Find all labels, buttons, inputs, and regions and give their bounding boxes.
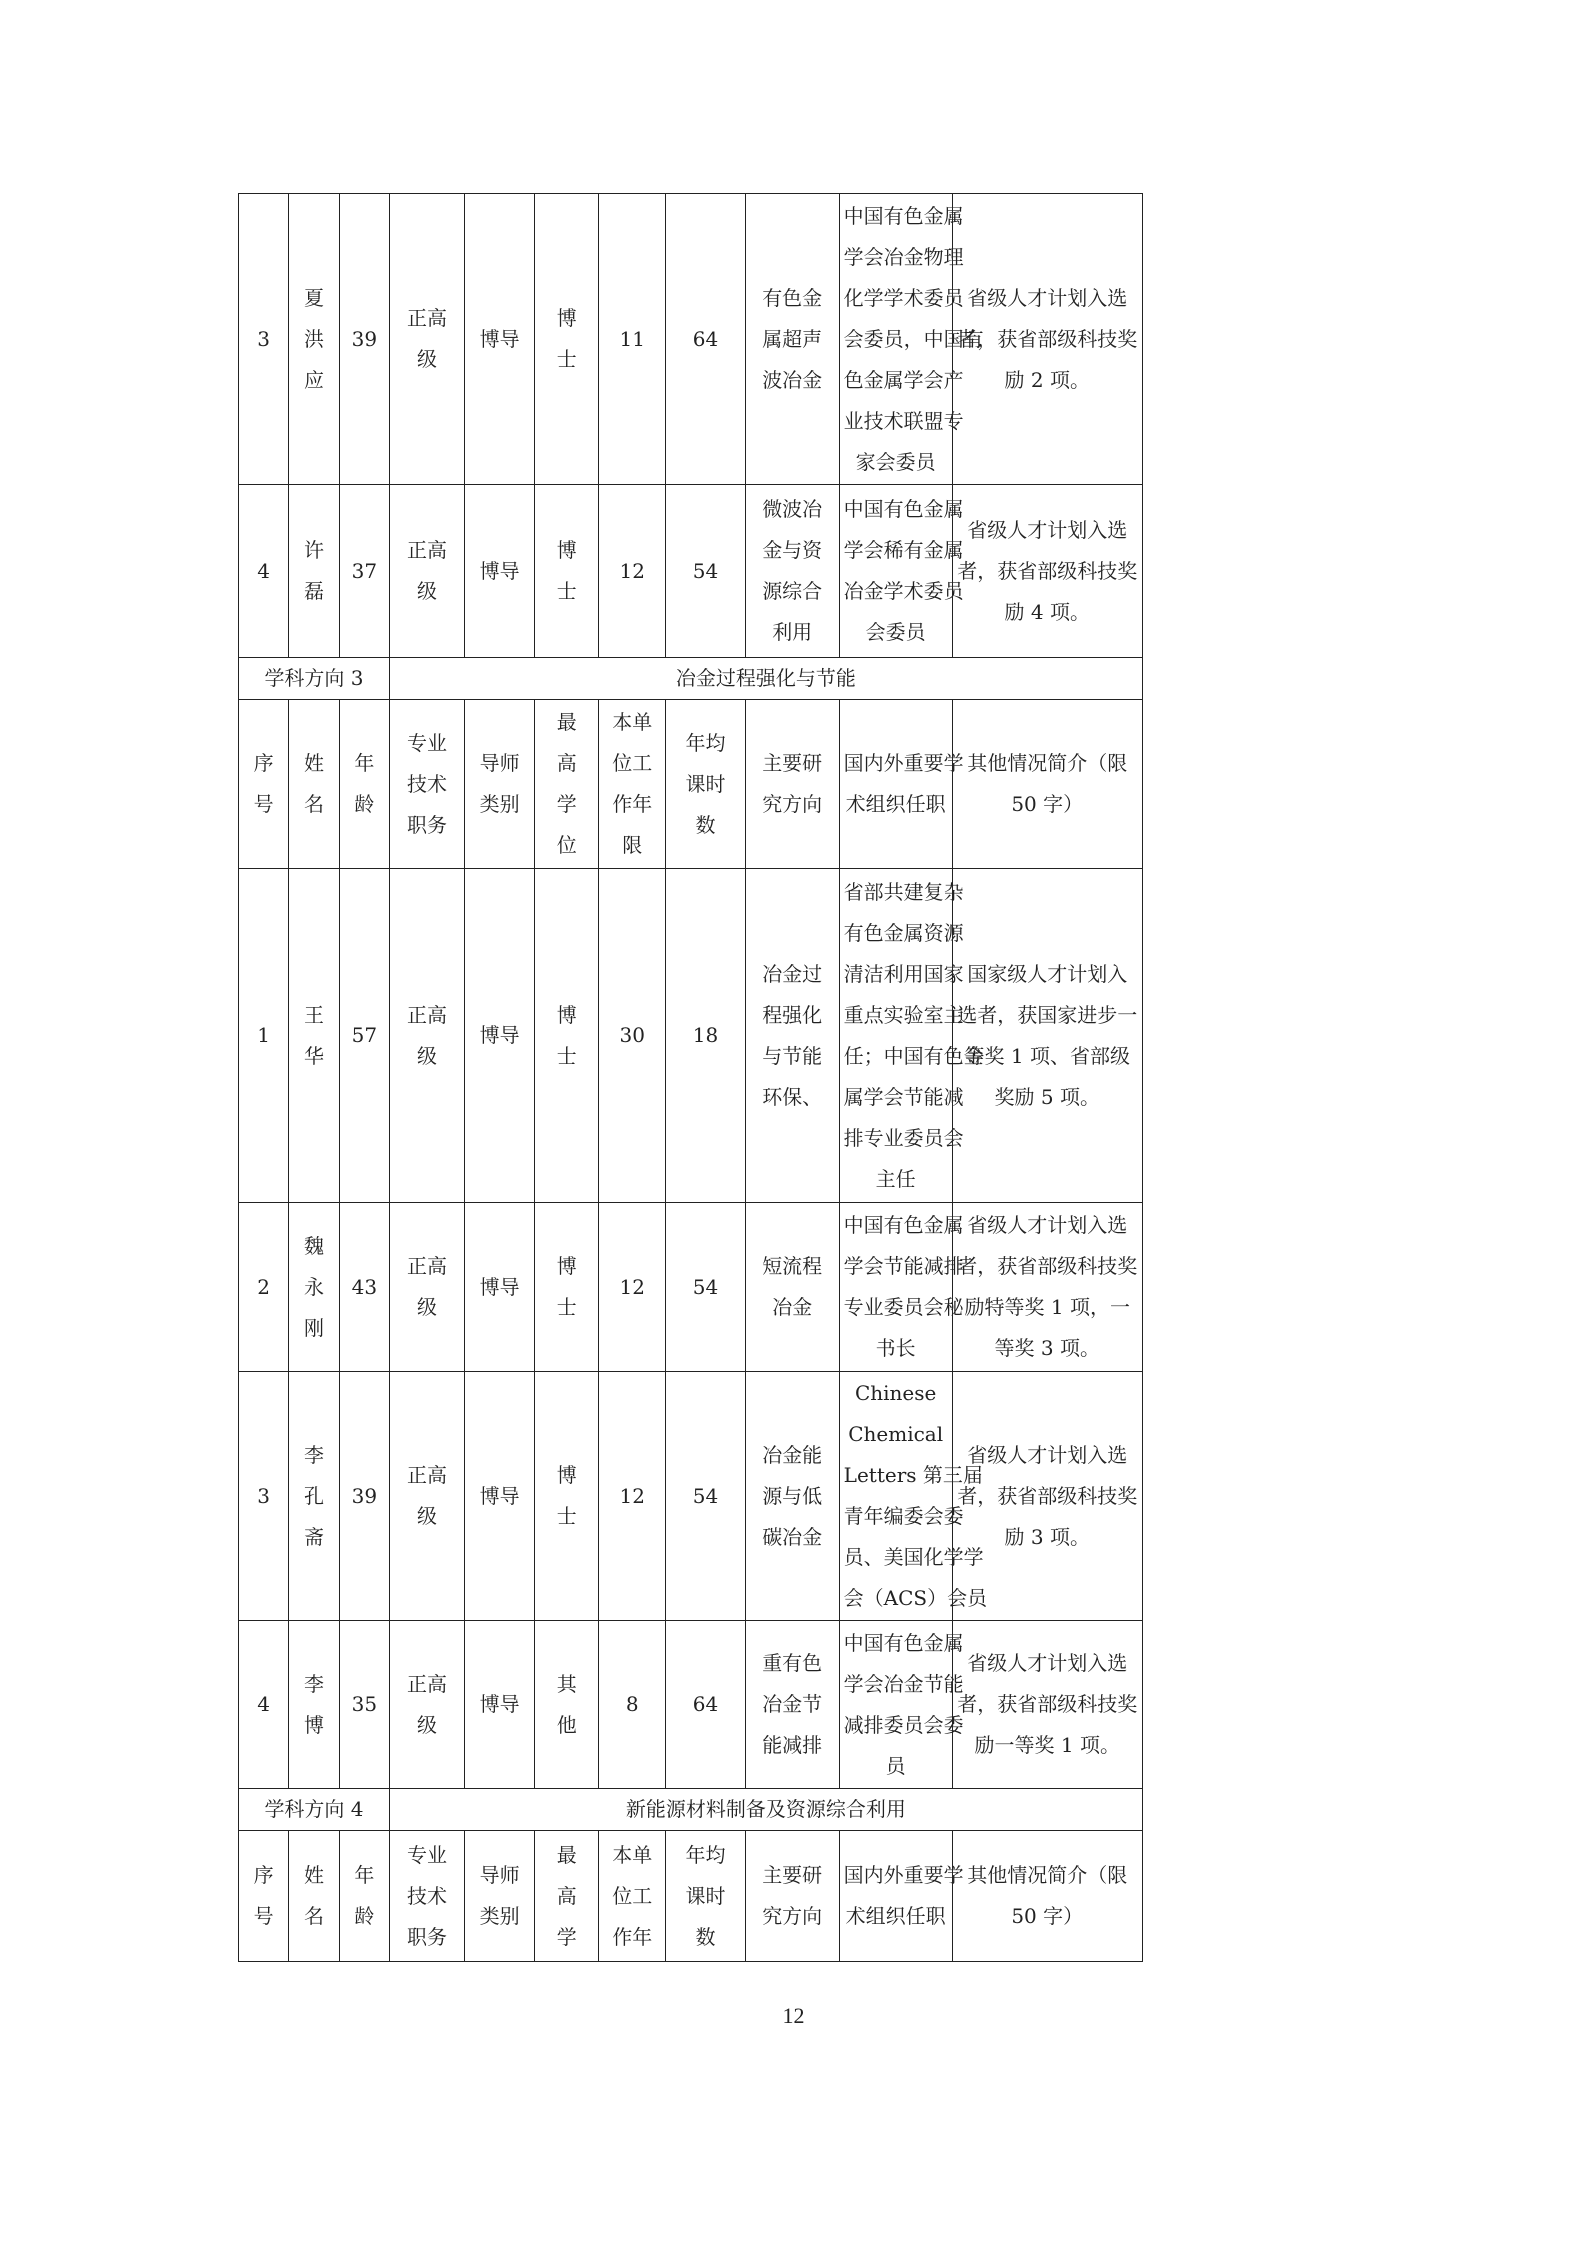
header-seq (239, 1831, 289, 1962)
header-research-line: 主要研 (762, 751, 823, 775)
hours-cell: 18 (666, 869, 745, 1203)
age-cell: 35 (339, 1621, 389, 1789)
orgs-cell-line: 会（ACS）会员 (843, 1586, 988, 1610)
other-cell-line: 者，获省部级科技奖 (957, 1483, 1138, 1508)
research-cell-line: 有色金 (762, 285, 823, 310)
header-advisor-line: 类别 (479, 792, 520, 816)
header-seq (239, 700, 289, 869)
title-cell (389, 485, 464, 658)
age-cell: 37 (339, 485, 389, 658)
other-cell-line: 励特等奖 1 项，一 (964, 1295, 1130, 1319)
name-cell (289, 485, 339, 658)
research-cell (745, 869, 839, 1203)
title-cell (389, 869, 464, 1203)
years-cell: 11 (599, 194, 666, 485)
orgs-cell-line: 书长 (875, 1336, 916, 1360)
title-cell-line: 级 (416, 1043, 437, 1068)
age-cell: 57 (339, 869, 389, 1203)
other-cell (952, 1203, 1142, 1372)
orgs-cell-line: 属学会节能减 (843, 1084, 964, 1109)
orgs-cell-line: 清洁利用国家 (843, 961, 964, 986)
orgs-cell-line: 中国有色金属 (843, 497, 964, 521)
research-cell-line: 冶金能 (762, 1442, 823, 1467)
advisor-cell: 博导 (464, 1203, 534, 1372)
title-cell-line: 级 (416, 1712, 437, 1737)
research-cell-line: 属超声 (762, 326, 823, 351)
title-cell-line: 级 (416, 347, 437, 371)
title-cell-line: 正高 (406, 538, 447, 562)
degree-cell-line: 士 (556, 1043, 577, 1068)
orgs-cell-line: 中国有色金属 (843, 1630, 964, 1655)
advisor-cell: 博导 (464, 1372, 534, 1621)
header-seq-line: 序 (253, 1863, 274, 1887)
header-other (952, 1831, 1142, 1962)
research-cell (745, 1203, 839, 1372)
name-cell-line: 斋 (303, 1524, 324, 1549)
header-years (599, 700, 666, 869)
orgs-cell (839, 1372, 988, 1621)
title-cell-line: 正高 (406, 1254, 447, 1278)
header-seq-line: 号 (253, 1904, 274, 1928)
degree-cell-line: 其 (556, 1671, 577, 1696)
other-cell-line: 省级人才计划入选 (967, 285, 1128, 310)
table-row (239, 1621, 1379, 1789)
orgs-cell-line: 冶金学术委员 (843, 579, 964, 603)
header-degree-line: 最 (556, 710, 577, 734)
other-cell-line: 省级人才计划入选 (967, 1213, 1128, 1237)
degree-cell-line: 博 (556, 1463, 577, 1487)
hours-cell: 54 (666, 1203, 745, 1372)
other-cell-line: 励一等奖 1 项。 (974, 1733, 1120, 1757)
name-cell-line: 王 (303, 1002, 324, 1027)
header-title-line: 专业 (406, 1842, 447, 1867)
other-cell (952, 1621, 1142, 1789)
table-row (239, 485, 1379, 658)
other-cell-line: 省级人才计划入选 (967, 1651, 1128, 1675)
orgs-cell-line: 业技术联盟专 (843, 408, 964, 433)
research-cell (745, 485, 839, 658)
header-age (339, 700, 389, 869)
orgs-cell-line: 减排委员会委 (843, 1712, 964, 1737)
degree-cell (535, 1203, 599, 1372)
table-row (239, 1372, 1379, 1621)
research-cell-line: 环保、 (762, 1084, 823, 1109)
title-cell-line: 正高 (406, 1002, 447, 1027)
header-title (389, 1831, 464, 1962)
header-degree-line: 学 (556, 792, 577, 816)
orgs-cell-line: Chemical (848, 1422, 944, 1446)
degree-cell-line: 士 (556, 1504, 577, 1528)
years-cell: 12 (599, 1203, 666, 1372)
seq-cell: 4 (239, 1621, 289, 1789)
research-cell-line: 微波冶 (762, 497, 823, 521)
orgs-cell-line: 家会委员 (855, 449, 936, 474)
orgs-cell-line: 化学学术委员 (843, 285, 964, 310)
age-cell: 43 (339, 1203, 389, 1372)
research-cell-line: 与节能 (762, 1043, 823, 1068)
other-cell-line: 等奖 1 项、省部级 (964, 1043, 1130, 1068)
header-research-line: 究方向 (762, 1904, 823, 1928)
orgs-cell-line: 学会冶金物理 (843, 244, 964, 269)
orgs-cell-line: 中国有色金属 (843, 203, 964, 228)
header-orgs-line: 国内外重要学 (843, 751, 964, 775)
age-cell: 39 (339, 1372, 389, 1621)
orgs-cell (839, 869, 984, 1203)
name-cell-line: 应 (303, 367, 324, 392)
degree-cell (535, 194, 599, 485)
advisor-cell: 博导 (464, 194, 534, 485)
section-title: 新能源材料制备及资源综合利用 (389, 1789, 1142, 1831)
header-hours (666, 700, 745, 869)
name-cell-line: 李 (303, 1671, 324, 1696)
header-age (339, 1831, 389, 1962)
header-other-line: 其他情况简介（限 (967, 1863, 1128, 1887)
header-row (239, 1831, 1379, 1962)
title-cell (389, 1372, 464, 1621)
header-years-line: 本单 (612, 1842, 653, 1867)
header-advisor-line: 导师 (479, 751, 520, 775)
header-research-line: 主要研 (762, 1863, 823, 1887)
header-hours (666, 1831, 745, 1962)
seq-cell: 3 (239, 194, 289, 485)
seq-cell: 3 (239, 1372, 289, 1621)
header-years-line: 作年 (612, 792, 653, 816)
research-cell-line: 利用 (772, 620, 813, 644)
header-name (289, 1831, 339, 1962)
header-age-line: 龄 (354, 792, 375, 816)
header-degree-line: 学 (556, 1924, 577, 1949)
advisor-cell: 博导 (464, 1621, 534, 1789)
orgs-cell-line: Chinese (854, 1381, 937, 1405)
header-hours-line: 年均 (685, 730, 726, 755)
name-cell-line: 磊 (303, 579, 324, 603)
header-name (289, 700, 339, 869)
research-cell (745, 194, 839, 485)
header-orgs-line: 术组织任职 (845, 792, 946, 816)
title-cell-line: 级 (416, 1295, 437, 1319)
section-row (239, 658, 1379, 700)
other-cell-line: 者，获省部级科技奖 (957, 1254, 1138, 1278)
orgs-cell-line: 主任 (875, 1166, 916, 1191)
other-cell-line: 励 2 项。 (1004, 367, 1090, 392)
research-cell-line: 冶金 (772, 1295, 813, 1319)
name-cell (289, 1621, 339, 1789)
orgs-cell-line: 有色金属资源 (843, 920, 964, 945)
header-degree (535, 700, 599, 869)
orgs-cell-line: 学会冶金节能 (843, 1671, 964, 1696)
title-cell-line: 级 (416, 579, 437, 603)
name-cell-line: 华 (303, 1043, 324, 1068)
header-hours-line: 数 (695, 1924, 716, 1949)
advisor-cell: 博导 (464, 485, 534, 658)
header-advisor-line: 类别 (479, 1904, 520, 1928)
header-research (745, 700, 839, 869)
orgs-cell-line: 色金属学会产 (843, 367, 964, 392)
degree-cell-line: 博 (556, 1002, 577, 1027)
title-cell-line: 正高 (406, 1671, 447, 1696)
header-years-line: 位工 (612, 751, 653, 775)
other-cell (952, 485, 1142, 658)
orgs-cell-line: 员、美国化学学 (843, 1545, 984, 1569)
title-cell (389, 194, 464, 485)
degree-cell (535, 485, 599, 658)
orgs-cell-line: 排专业委员会 (843, 1125, 964, 1150)
section-label: 学科方向 4 (239, 1789, 390, 1831)
other-cell (952, 194, 1142, 485)
research-cell-line: 短流程 (762, 1254, 823, 1278)
research-cell-line: 冶金节 (762, 1692, 823, 1716)
title-cell-line: 级 (416, 1504, 437, 1528)
header-row (239, 700, 1379, 869)
header-title-line: 技术 (406, 771, 447, 796)
research-cell-line: 波冶金 (762, 367, 823, 392)
degree-cell (535, 1372, 599, 1621)
name-cell (289, 1203, 339, 1372)
research-cell-line: 重有色 (762, 1651, 823, 1675)
advisor-cell: 博导 (464, 869, 534, 1203)
degree-cell-line: 博 (556, 538, 577, 562)
degree-cell-line: 博 (556, 1254, 577, 1278)
header-other (952, 700, 1142, 869)
header-degree-line: 高 (556, 1883, 577, 1908)
name-cell-line: 刚 (303, 1315, 324, 1340)
header-degree-line: 高 (556, 751, 577, 775)
orgs-cell-line: 会委员 (865, 620, 926, 644)
table-row (239, 1203, 1379, 1372)
age-cell: 39 (339, 194, 389, 485)
header-hours-line: 数 (695, 812, 716, 837)
header-degree-line: 最 (556, 1842, 577, 1867)
header-name-line: 姓 (303, 1863, 324, 1887)
header-hours-line: 年均 (685, 1842, 726, 1867)
header-years (599, 1831, 666, 1962)
other-cell-line: 励 3 项。 (1004, 1524, 1090, 1549)
header-years-line: 限 (622, 833, 643, 857)
orgs-cell-line: 中国有色金属 (843, 1213, 964, 1237)
degree-cell-line: 士 (556, 347, 577, 371)
orgs-cell-line: 任；中国有色金 (843, 1043, 984, 1068)
title-cell (389, 1203, 464, 1372)
research-cell-line: 金与资 (762, 538, 823, 562)
header-other-line: 其他情况简介（限 (967, 751, 1128, 775)
hours-cell: 64 (666, 194, 745, 485)
header-research (745, 1831, 839, 1962)
hours-cell: 54 (666, 1372, 745, 1621)
research-cell (745, 1621, 839, 1789)
header-orgs-line: 国内外重要学 (843, 1863, 964, 1887)
header-name-line: 名 (303, 792, 324, 816)
years-cell: 12 (599, 1372, 666, 1621)
years-cell: 30 (599, 869, 666, 1203)
other-cell-line: 省级人才计划入选 (967, 517, 1128, 542)
name-cell-line: 洪 (303, 326, 324, 351)
orgs-cell (839, 194, 984, 485)
header-other-line: 50 字） (1011, 1904, 1084, 1928)
orgs-cell-line: 学会稀有金属 (843, 538, 964, 562)
header-age-line: 年 (354, 751, 375, 775)
header-name-line: 名 (303, 1904, 324, 1928)
header-seq-line: 号 (253, 792, 274, 816)
degree-cell-line: 博 (556, 306, 577, 330)
header-hours-line: 课时 (685, 1883, 726, 1908)
name-cell-line: 许 (303, 538, 324, 562)
years-cell: 12 (599, 485, 666, 658)
research-cell-line: 碳冶金 (762, 1524, 823, 1549)
orgs-cell-line: Letters 第三届 (843, 1463, 983, 1487)
header-title-line: 职务 (406, 812, 447, 837)
name-cell (289, 194, 339, 485)
name-cell-line: 夏 (303, 285, 324, 310)
research-cell-line: 源综合 (762, 579, 823, 603)
other-cell-line: 者，获省部级科技奖 (957, 558, 1138, 583)
name-cell (289, 869, 339, 1203)
title-cell (389, 1621, 464, 1789)
faculty-table (238, 193, 1379, 1962)
research-cell-line: 冶金过 (762, 961, 823, 986)
name-cell-line: 孔 (303, 1483, 324, 1508)
name-cell (289, 1372, 339, 1621)
degree-cell (535, 1621, 599, 1789)
header-title-line: 职务 (406, 1924, 447, 1949)
section-title: 冶金过程强化与节能 (389, 658, 1142, 700)
other-cell-line: 奖励 5 项。 (994, 1084, 1100, 1109)
table-row (239, 869, 1379, 1203)
header-age-line: 年 (354, 1863, 375, 1887)
orgs-cell (839, 485, 964, 658)
research-cell-line: 能减排 (762, 1733, 823, 1757)
research-cell-line: 源与低 (762, 1483, 823, 1508)
other-cell-line: 励 4 项。 (1004, 599, 1090, 624)
header-research-line: 究方向 (762, 792, 823, 816)
orgs-cell-line: 会委员，中国有 (843, 326, 984, 351)
header-seq-line: 序 (253, 751, 274, 775)
header-degree-line: 位 (556, 833, 577, 857)
orgs-cell-line: 青年编委会委 (843, 1504, 964, 1528)
header-years-line: 作年 (612, 1924, 653, 1949)
orgs-cell-line: 专业委员会秘 (843, 1295, 964, 1319)
header-orgs (839, 1831, 964, 1962)
other-cell-line: 者，获省部级科技奖 (957, 1692, 1138, 1716)
title-cell-line: 正高 (406, 306, 447, 330)
hours-cell: 54 (666, 485, 745, 658)
other-cell (952, 869, 1142, 1203)
orgs-cell-line: 省部共建复杂 (843, 879, 964, 904)
header-hours-line: 课时 (685, 771, 726, 796)
name-cell-line: 永 (303, 1274, 324, 1299)
name-cell-line: 魏 (303, 1233, 324, 1258)
degree-cell-line: 士 (556, 579, 577, 603)
name-cell-line: 博 (303, 1712, 324, 1737)
header-orgs (839, 700, 964, 869)
header-years-line: 本单 (612, 710, 653, 734)
header-other-line: 50 字） (1011, 792, 1084, 816)
header-degree (535, 1831, 599, 1962)
other-cell-line: 选者，获国家进步一 (957, 1002, 1138, 1027)
header-years-line: 位工 (612, 1883, 653, 1908)
seq-cell: 1 (239, 869, 289, 1203)
research-cell (745, 1372, 839, 1621)
seq-cell: 2 (239, 1203, 289, 1372)
other-cell-line: 国家级人才计划入 (967, 961, 1128, 986)
degree-cell-line: 士 (556, 1295, 577, 1319)
header-age-line: 龄 (354, 1904, 375, 1928)
other-cell-line: 等奖 3 项。 (994, 1336, 1100, 1360)
header-orgs-line: 术组织任职 (845, 1904, 946, 1928)
header-advisor (464, 700, 534, 869)
other-cell-line: 者，获省部级科技奖 (957, 326, 1138, 351)
hours-cell: 64 (666, 1621, 745, 1789)
degree-cell-line: 他 (556, 1712, 577, 1737)
header-title (389, 700, 464, 869)
orgs-cell (839, 1621, 964, 1789)
header-advisor-line: 导师 (479, 1863, 520, 1887)
degree-cell (535, 869, 599, 1203)
seq-cell: 4 (239, 485, 289, 658)
orgs-cell-line: 重点实验室主 (843, 1002, 964, 1027)
other-cell-line: 省级人才计划入选 (967, 1442, 1128, 1467)
name-cell-line: 李 (303, 1442, 324, 1467)
header-title-line: 专业 (406, 730, 447, 755)
orgs-cell (839, 1203, 964, 1372)
header-advisor (464, 1831, 534, 1962)
table-row (239, 194, 1379, 485)
section-row (239, 1789, 1379, 1831)
orgs-cell-line: 员 (885, 1753, 906, 1778)
page-number: 12 (782, 2003, 805, 2028)
header-title-line: 技术 (406, 1883, 447, 1908)
section-label: 学科方向 3 (239, 658, 390, 700)
title-cell-line: 正高 (406, 1463, 447, 1487)
years-cell: 8 (599, 1621, 666, 1789)
header-name-line: 姓 (303, 751, 324, 775)
research-cell-line: 程强化 (762, 1002, 823, 1027)
orgs-cell-line: 学会节能减排 (843, 1254, 964, 1278)
other-cell (952, 1372, 1142, 1621)
